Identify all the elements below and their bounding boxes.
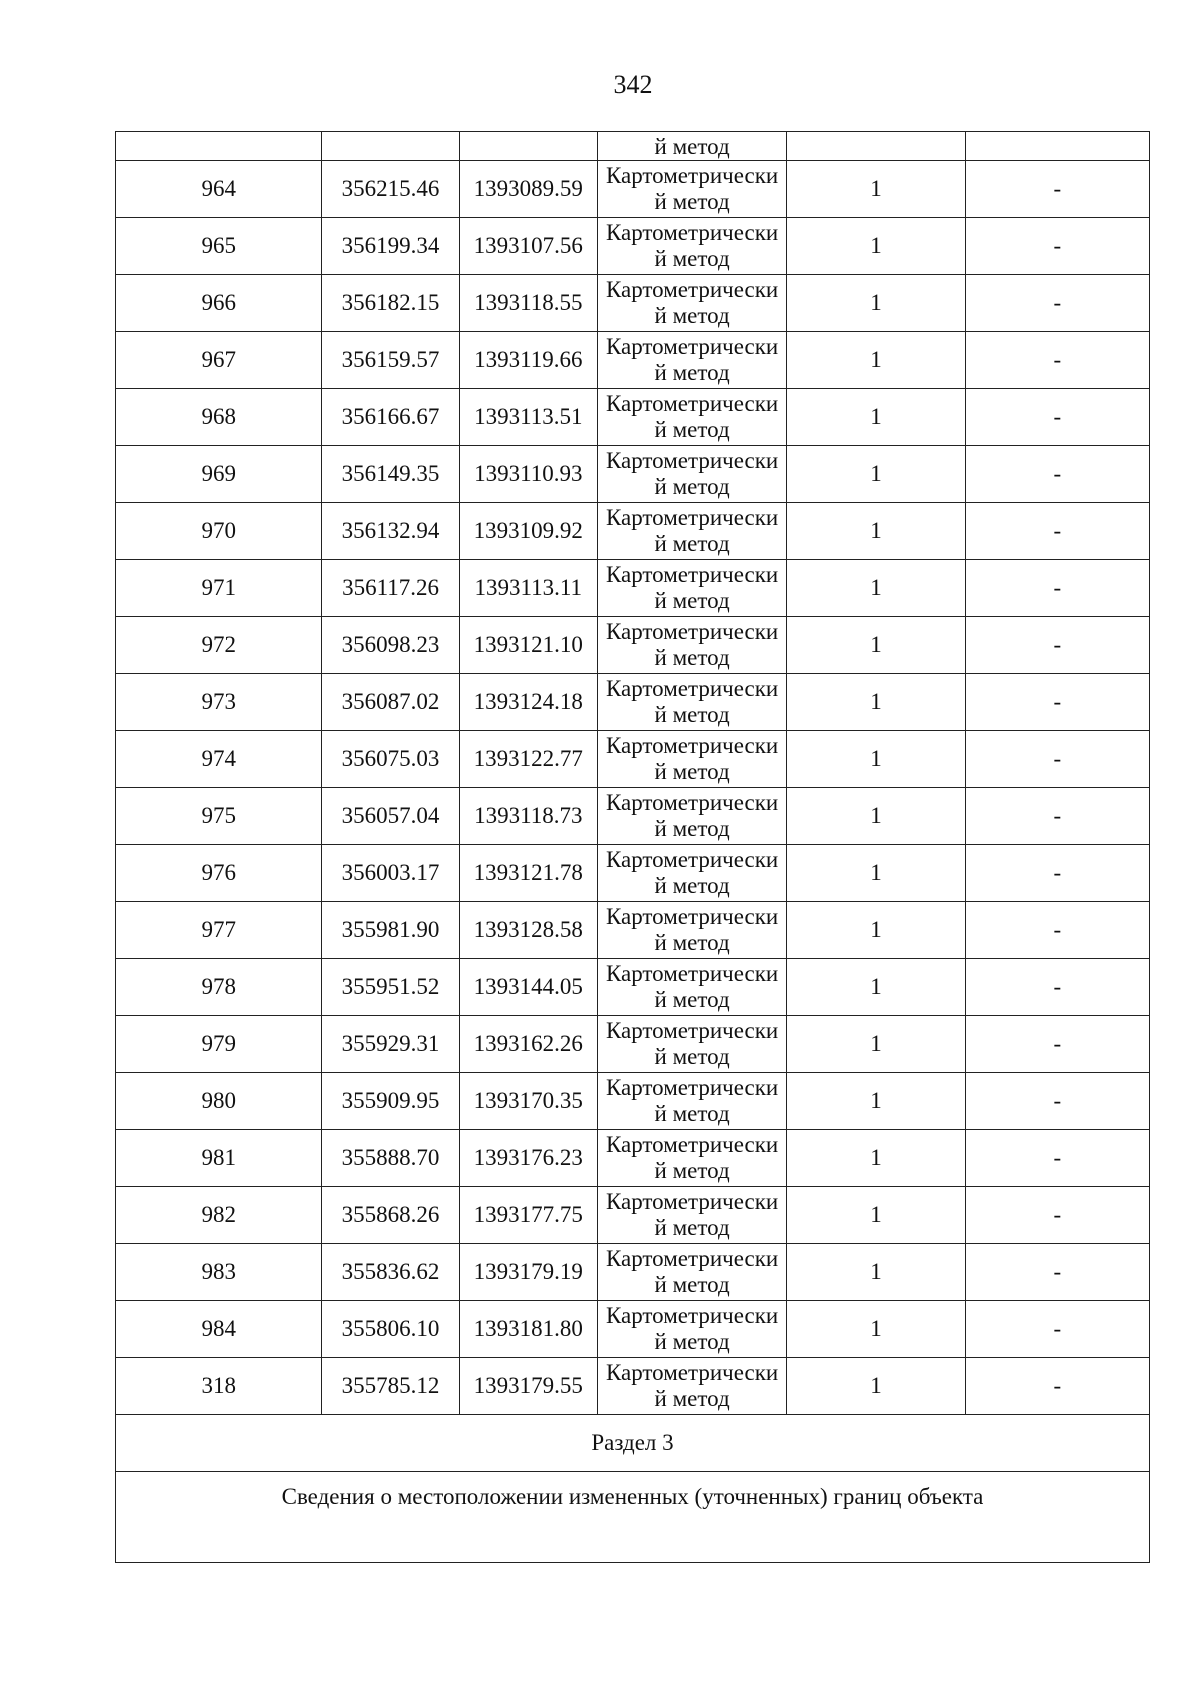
x-cell: 356215.46 — [322, 161, 459, 218]
method-line-1: Картометрически — [605, 448, 779, 473]
y-cell: 1393118.55 — [459, 275, 597, 332]
note-cell: - — [965, 1016, 1149, 1073]
y-cell — [459, 132, 597, 161]
note-cell: - — [965, 674, 1149, 731]
point-cell: 972 — [116, 617, 322, 674]
accuracy-cell: 1 — [787, 731, 965, 788]
note-cell: - — [965, 1301, 1149, 1358]
accuracy-cell: 1 — [787, 788, 965, 845]
method-line-1: Картометрически — [605, 1018, 779, 1043]
point-cell: 318 — [116, 1358, 322, 1415]
method-line-1: Картометрически — [605, 1303, 779, 1328]
note-cell: - — [965, 731, 1149, 788]
table-row — [116, 902, 1150, 959]
note-cell: - — [965, 218, 1149, 275]
method-cell — [597, 902, 786, 959]
method-line-2: й метод — [654, 873, 730, 898]
y-cell: 1393107.56 — [459, 218, 597, 275]
table-row — [116, 446, 1150, 503]
method-cell — [597, 1130, 786, 1187]
method-line-2: й метод — [654, 1386, 730, 1411]
point-cell: 981 — [116, 1130, 322, 1187]
point-cell: 970 — [116, 503, 322, 560]
y-cell: 1393144.05 — [459, 959, 597, 1016]
x-cell: 356075.03 — [322, 731, 459, 788]
x-cell: 355785.12 — [322, 1358, 459, 1415]
y-cell: 1393176.23 — [459, 1130, 597, 1187]
table-row — [116, 731, 1150, 788]
point-cell: 967 — [116, 332, 322, 389]
y-cell: 1393122.77 — [459, 731, 597, 788]
table-row — [116, 1187, 1150, 1244]
point-cell: 980 — [116, 1073, 322, 1130]
note-cell: - — [965, 788, 1149, 845]
method-line-1: Картометрически — [605, 961, 779, 986]
accuracy-cell: 1 — [787, 1073, 965, 1130]
section-row — [116, 1415, 1150, 1472]
method-line-1: Картометрически — [605, 676, 779, 701]
method-cell — [597, 674, 786, 731]
note-cell: - — [965, 1073, 1149, 1130]
table-row — [116, 1073, 1150, 1130]
note-cell: - — [965, 446, 1149, 503]
method-line-2: й метод — [654, 588, 730, 613]
method-cell — [597, 845, 786, 902]
point-cell: 966 — [116, 275, 322, 332]
method-line-1: Картометрически — [605, 619, 779, 644]
method-cell — [597, 1301, 786, 1358]
method-line-2: й метод — [654, 1329, 730, 1354]
y-cell: 1393113.11 — [459, 560, 597, 617]
section-description-row — [116, 1472, 1150, 1563]
note-cell: - — [965, 161, 1149, 218]
method-line-1: Картометрически — [605, 904, 779, 929]
y-cell: 1393128.58 — [459, 902, 597, 959]
point-cell: 971 — [116, 560, 322, 617]
x-cell: 356057.04 — [322, 788, 459, 845]
table-row — [116, 389, 1150, 446]
x-cell: 355929.31 — [322, 1016, 459, 1073]
x-cell: 355888.70 — [322, 1130, 459, 1187]
method-line-1: Картометрически — [605, 163, 779, 188]
x-cell: 356117.26 — [322, 560, 459, 617]
point-cell: 975 — [116, 788, 322, 845]
method-line-2: й метод — [654, 474, 730, 499]
method-line-1: Картометрически — [605, 562, 779, 587]
method-line-2: й метод — [654, 1215, 730, 1240]
method-line-2: й метод — [654, 816, 730, 841]
point-cell: 977 — [116, 902, 322, 959]
note-cell: - — [965, 503, 1149, 560]
y-cell: 1393162.26 — [459, 1016, 597, 1073]
x-cell: 356098.23 — [322, 617, 459, 674]
point-cell — [116, 132, 322, 161]
method-line-2: й метод — [654, 189, 730, 214]
method-cell — [597, 275, 786, 332]
section-description: Сведения о местоположении измененных (уточненных) границ объекта — [116, 1472, 1150, 1563]
accuracy-cell: 1 — [787, 674, 965, 731]
x-cell: 355909.95 — [322, 1073, 459, 1130]
method-line-2: й метод — [654, 531, 730, 556]
method-line-1: Картометрически — [605, 220, 779, 245]
note-cell: - — [965, 959, 1149, 1016]
point-cell: 969 — [116, 446, 322, 503]
accuracy-cell: 1 — [787, 617, 965, 674]
note-cell: - — [965, 1244, 1149, 1301]
method-line-2: й метод — [654, 702, 730, 727]
method-cell — [597, 1244, 786, 1301]
table-row — [116, 788, 1150, 845]
note-cell: - — [965, 560, 1149, 617]
method-cell — [597, 1358, 786, 1415]
table-row — [116, 1130, 1150, 1187]
table-row — [116, 218, 1150, 275]
method-line-1: Картометрически — [605, 1132, 779, 1157]
method-cell — [597, 1016, 786, 1073]
method-line-1: Картометрически — [605, 391, 779, 416]
y-cell: 1393177.75 — [459, 1187, 597, 1244]
accuracy-cell: 1 — [787, 446, 965, 503]
method-cell — [597, 959, 786, 1016]
point-cell: 983 — [116, 1244, 322, 1301]
accuracy-cell: 1 — [787, 161, 965, 218]
point-cell: 982 — [116, 1187, 322, 1244]
method-line-2: й метод — [654, 303, 730, 328]
note-cell: - — [965, 902, 1149, 959]
method-cell — [597, 332, 786, 389]
point-cell: 978 — [116, 959, 322, 1016]
page-number: 342 — [613, 70, 653, 99]
note-cell — [965, 132, 1149, 161]
table-row — [116, 275, 1150, 332]
note-cell: - — [965, 617, 1149, 674]
method-line-1: Картометрически — [605, 847, 779, 872]
table-row — [116, 1301, 1150, 1358]
note-cell: - — [965, 1187, 1149, 1244]
y-cell: 1393110.93 — [459, 446, 597, 503]
method-cell — [597, 389, 786, 446]
method-line-1: Картометрически — [605, 277, 779, 302]
method-line-2: й метод — [654, 360, 730, 385]
method-line-2: й метод — [654, 246, 730, 271]
y-cell: 1393124.18 — [459, 674, 597, 731]
table-row — [116, 959, 1150, 1016]
note-cell: - — [965, 332, 1149, 389]
table-row — [116, 1358, 1150, 1415]
method-line-1: Картометрически — [605, 1360, 779, 1385]
y-cell: 1393121.10 — [459, 617, 597, 674]
method-cell — [597, 1073, 786, 1130]
x-cell: 356182.15 — [322, 275, 459, 332]
note-cell: - — [965, 1358, 1149, 1415]
continuation-row — [116, 132, 1150, 161]
y-cell: 1393121.78 — [459, 845, 597, 902]
y-cell: 1393179.19 — [459, 1244, 597, 1301]
table-row — [116, 503, 1150, 560]
coordinates-table — [115, 131, 1150, 1563]
note-cell: - — [965, 845, 1149, 902]
accuracy-cell: 1 — [787, 1244, 965, 1301]
accuracy-cell: 1 — [787, 218, 965, 275]
method-cell — [597, 446, 786, 503]
method-line-2: й метод — [654, 1272, 730, 1297]
accuracy-cell: 1 — [787, 959, 965, 1016]
point-cell: 984 — [116, 1301, 322, 1358]
accuracy-cell: 1 — [787, 503, 965, 560]
point-cell: 979 — [116, 1016, 322, 1073]
method-line-1: Картометрически — [605, 1189, 779, 1214]
note-cell: - — [965, 275, 1149, 332]
table-row — [116, 845, 1150, 902]
method-cell — [597, 731, 786, 788]
accuracy-cell: 1 — [787, 1358, 965, 1415]
point-cell: 968 — [116, 389, 322, 446]
point-cell: 976 — [116, 845, 322, 902]
accuracy-cell: 1 — [787, 560, 965, 617]
y-cell: 1393179.55 — [459, 1358, 597, 1415]
point-cell: 964 — [116, 161, 322, 218]
method-line-1: Картометрически — [605, 505, 779, 530]
accuracy-cell: 1 — [787, 1301, 965, 1358]
point-cell: 965 — [116, 218, 322, 275]
method-line-2: й метод — [654, 417, 730, 442]
note-cell: - — [965, 1130, 1149, 1187]
x-cell: 356132.94 — [322, 503, 459, 560]
method-cell: й метод — [597, 132, 786, 161]
table-row — [116, 332, 1150, 389]
method-line-1: Картометрически — [605, 334, 779, 359]
accuracy-cell: 1 — [787, 389, 965, 446]
accuracy-cell — [787, 132, 965, 161]
accuracy-cell: 1 — [787, 845, 965, 902]
method-cell — [597, 560, 786, 617]
table-row — [116, 1244, 1150, 1301]
method-line-1: Картометрически — [605, 1246, 779, 1271]
x-cell: 356199.34 — [322, 218, 459, 275]
x-cell: 356003.17 — [322, 845, 459, 902]
method-line-2: й метод — [654, 1101, 730, 1126]
method-cell — [597, 503, 786, 560]
y-cell: 1393089.59 — [459, 161, 597, 218]
y-cell: 1393170.35 — [459, 1073, 597, 1130]
x-cell — [322, 132, 459, 161]
method-cell — [597, 1187, 786, 1244]
method-line-2: й метод — [654, 645, 730, 670]
accuracy-cell: 1 — [787, 1016, 965, 1073]
y-cell: 1393119.66 — [459, 332, 597, 389]
table-row — [116, 1016, 1150, 1073]
table-row — [116, 560, 1150, 617]
x-cell: 356159.57 — [322, 332, 459, 389]
method-cell — [597, 617, 786, 674]
method-line-2: й метод — [654, 1158, 730, 1183]
method-cell — [597, 788, 786, 845]
x-cell: 355806.10 — [322, 1301, 459, 1358]
x-cell: 356087.02 — [322, 674, 459, 731]
point-cell: 973 — [116, 674, 322, 731]
method-line-2: й метод — [654, 759, 730, 784]
y-cell: 1393109.92 — [459, 503, 597, 560]
note-cell: - — [965, 389, 1149, 446]
accuracy-cell: 1 — [787, 902, 965, 959]
x-cell: 355868.26 — [322, 1187, 459, 1244]
method-line-2: й метод — [654, 1044, 730, 1069]
section-title: Раздел 3 — [116, 1415, 1150, 1472]
method-line-1: Картометрически — [605, 733, 779, 758]
method-line-2: й метод — [654, 987, 730, 1012]
accuracy-cell: 1 — [787, 1130, 965, 1187]
y-cell: 1393181.80 — [459, 1301, 597, 1358]
point-cell: 974 — [116, 731, 322, 788]
method-line-2: й метод — [654, 930, 730, 955]
method-line-1: Картометрически — [605, 1075, 779, 1100]
accuracy-cell: 1 — [787, 1187, 965, 1244]
accuracy-cell: 1 — [787, 332, 965, 389]
y-cell: 1393113.51 — [459, 389, 597, 446]
table-row — [116, 617, 1150, 674]
method-line-1: Картометрически — [605, 790, 779, 815]
x-cell: 355951.52 — [322, 959, 459, 1016]
method-cell — [597, 218, 786, 275]
table-row — [116, 674, 1150, 731]
y-cell: 1393118.73 — [459, 788, 597, 845]
x-cell: 356166.67 — [322, 389, 459, 446]
x-cell: 356149.35 — [322, 446, 459, 503]
table-row — [116, 161, 1150, 218]
x-cell: 355836.62 — [322, 1244, 459, 1301]
accuracy-cell: 1 — [787, 275, 965, 332]
method-cell — [597, 161, 786, 218]
x-cell: 355981.90 — [322, 902, 459, 959]
